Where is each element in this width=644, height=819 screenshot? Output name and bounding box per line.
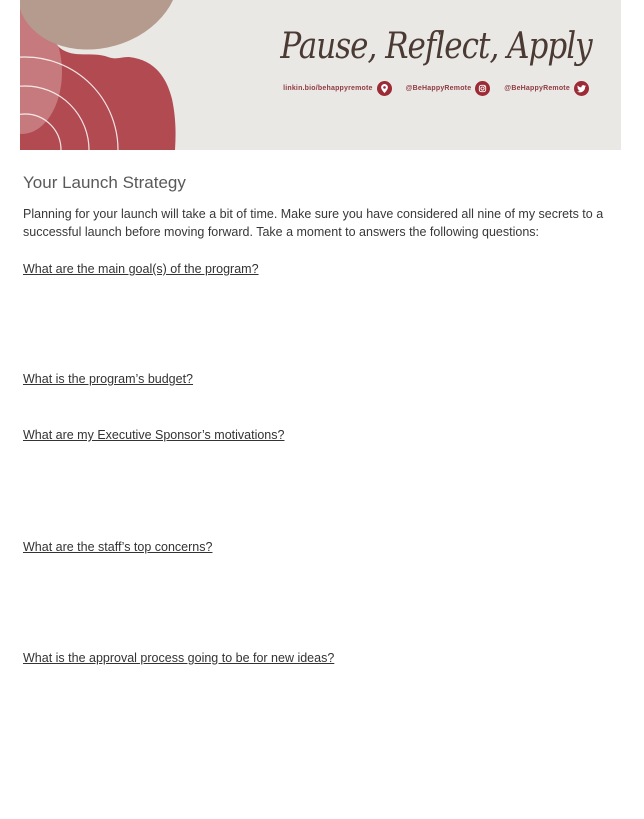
- location-pin-icon: [377, 81, 392, 96]
- question-staff-concerns: What are the staff’s top concerns?: [23, 540, 213, 554]
- brand-script-title: Pause, Reflect, Apply: [280, 24, 592, 68]
- social-links-row: [271, 81, 601, 96]
- page-title: Your Launch Strategy: [23, 173, 186, 192]
- banner-right-block: [271, 0, 601, 150]
- instagram-handle-label: @BeHappyRemote: [405, 85, 472, 92]
- question-main-goals: What are the main goal(s) of the program?: [23, 262, 259, 276]
- twitter-handle-label: @BeHappyRemote: [504, 85, 570, 92]
- question-sponsor-motivations: What are my Executive Sponsor’s motivations?: [23, 428, 285, 442]
- document-body: [23, 150, 619, 666]
- question-approval-process: What is the approval process going to be for new ideas?: [23, 651, 335, 665]
- intro-paragraph: Planning for your launch will take a bit of time. Make sure you have considered all nine of my secrets to a successful launch before moving forward. Take a moment to answers the following questions:: [23, 207, 604, 239]
- social-item-twitter[interactable]: [504, 81, 589, 96]
- header-banner: [20, 0, 621, 150]
- question-program-budget: What is the program’s budget?: [23, 372, 194, 386]
- linkinbio-label: linkin.bio/behappyremote: [283, 85, 373, 92]
- social-item-instagram[interactable]: [406, 81, 491, 96]
- instagram-icon: [475, 81, 490, 96]
- social-item-linkinbio[interactable]: [283, 81, 392, 96]
- twitter-icon: [574, 81, 589, 96]
